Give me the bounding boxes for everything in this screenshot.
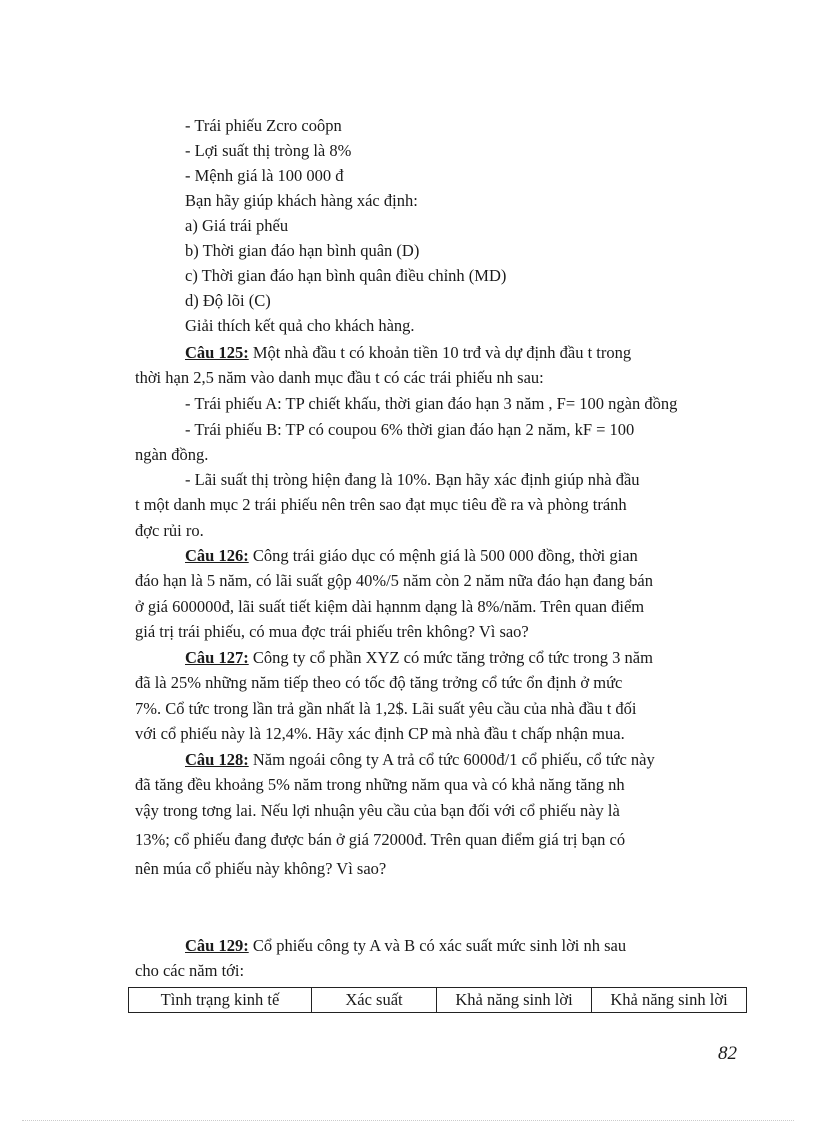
q127-line-1 <box>185 647 653 669</box>
q125-text-1: Một nhà đầu t có khoản tiền 10 trđ và dự định đầu t trong <box>248 343 632 362</box>
table-header-cell: Khả năng sinh lời <box>592 988 747 1013</box>
q128-text-1: Năm ngoái công ty A trả cổ tức 6000đ/1 cổ phiếu, cổ tức này <box>248 750 655 769</box>
task-b: b) Thời gian đáo hạn bình quân (D) <box>185 241 420 260</box>
q126-text-1: Công trái giáo dục có mệnh giá là 500 000 đồng, thời gian <box>248 546 638 565</box>
q129-text-1: Cổ phiếu công ty A và B có xác suất mức sinh lời nh sau <box>248 936 627 955</box>
q126-label: Câu 126: <box>185 546 249 565</box>
q127-text-1: Công ty cổ phần XYZ có mức tăng trởng cổ tức trong 3 năm <box>248 648 653 667</box>
q128-line-4: 13%; cổ phiếu đang được bán ở giá 72000đ. Trên quan điểm giá trị bạn có <box>135 830 626 849</box>
q125-line-1 <box>185 342 631 364</box>
q128-line-5: nên múa cổ phiếu này không? Vì sao? <box>135 859 387 878</box>
q125-line-7: t một danh mục 2 trái phiếu nên trên sao đạt mục tiêu đề ra và phòng tránh <box>135 495 627 514</box>
q127-label: Câu 127: <box>185 648 249 667</box>
q125-label: Câu 125: <box>185 343 249 362</box>
q125-line-5: ngàn đồng. <box>135 445 209 464</box>
q127-line-4: với cổ phiếu này là 12,4%. Hãy xác định CP mà nhà đầu t chấp nhận mua. <box>135 724 625 743</box>
q125-line-8: đợc rủi ro. <box>135 521 204 540</box>
q125-line-3: - Trái phiếu A: TP chiết khấu, thời gian đáo hạn 3 năm , F= 100 ngàn đồng <box>185 394 678 413</box>
q128-line-2: đã tăng đều khoảng 5% năm trong những năm qua và có khả năng tăng nh <box>135 775 625 794</box>
q129-label: Câu 129: <box>185 936 249 955</box>
table-header-cell: Tình trạng kinh tế <box>129 988 312 1013</box>
table-header-row <box>129 988 747 1013</box>
task-d: d) Độ lõi (C) <box>185 291 271 310</box>
task-a: a) Giá trái phếu <box>185 216 289 235</box>
task-c: c) Thời gian đáo hạn bình quân điều chỉnh (MD) <box>185 266 507 285</box>
q126-line-2: đáo hạn là 5 năm, có lãi suất gộp 40%/5 năm còn 2 năm nữa đáo hạn đang bán <box>135 571 654 590</box>
returns-table <box>128 987 747 1013</box>
footer-divider <box>22 1120 794 1121</box>
q128-line-1 <box>185 749 655 771</box>
bullet-face-value: - Mệnh giá là 100 000 đ <box>185 166 344 185</box>
q129-line-2: cho các năm tới: <box>135 961 245 980</box>
page-number: 82 <box>718 1043 737 1064</box>
q126-line-4: giá trị trái phiếu, có mua đợc trái phiếu trên không? Vì sao? <box>135 622 529 641</box>
table-header-cell: Xác suất <box>312 988 437 1013</box>
q126-line-3: ở giá 600000đ, lãi suất tiết kiệm dài hạnnm dạng là 8%/năm. Trên quan điểm <box>135 597 645 616</box>
q128-label: Câu 128: <box>185 750 249 769</box>
bullet-market-yield: - Lợi suất thị tròng là 8% <box>185 141 352 160</box>
table-header-cell: Khả năng sinh lời <box>437 988 592 1013</box>
bullet-zero-coupon: - Trái phiếu Zcro coôpn <box>185 116 342 135</box>
q126-line-1 <box>185 545 638 567</box>
q125-line-4: - Trái phiếu B: TP có coupou 6% thời gian đáo hạn 2 năm, kF = 100 <box>185 420 635 439</box>
prompt-line: Bạn hãy giúp khách hàng xác định: <box>185 191 418 210</box>
q125-line-2: thời hạn 2,5 năm vào danh mục đầu t có các trái phiếu nh sau: <box>135 368 544 387</box>
q127-line-3: 7%. Cổ tức trong lần trả gần nhất là 1,2$. Lãi suất yêu cầu của nhà đầu t đối <box>135 699 637 718</box>
q129-line-1 <box>185 935 626 957</box>
q127-line-2: đã là 25% những năm tiếp theo có tốc độ tăng trởng cổ tức ổn định ở mức <box>135 673 623 692</box>
q128-line-3: vậy trong tơng lai. Nếu lợi nhuận yêu cầu của bạn đối với cổ phiếu này là <box>135 801 620 820</box>
q125-line-6: - Lãi suất thị tròng hiện đang là 10%. Bạn hãy xác định giúp nhà đầu <box>185 470 640 489</box>
explain-line: Giải thích kết quả cho khách hàng. <box>185 316 415 335</box>
